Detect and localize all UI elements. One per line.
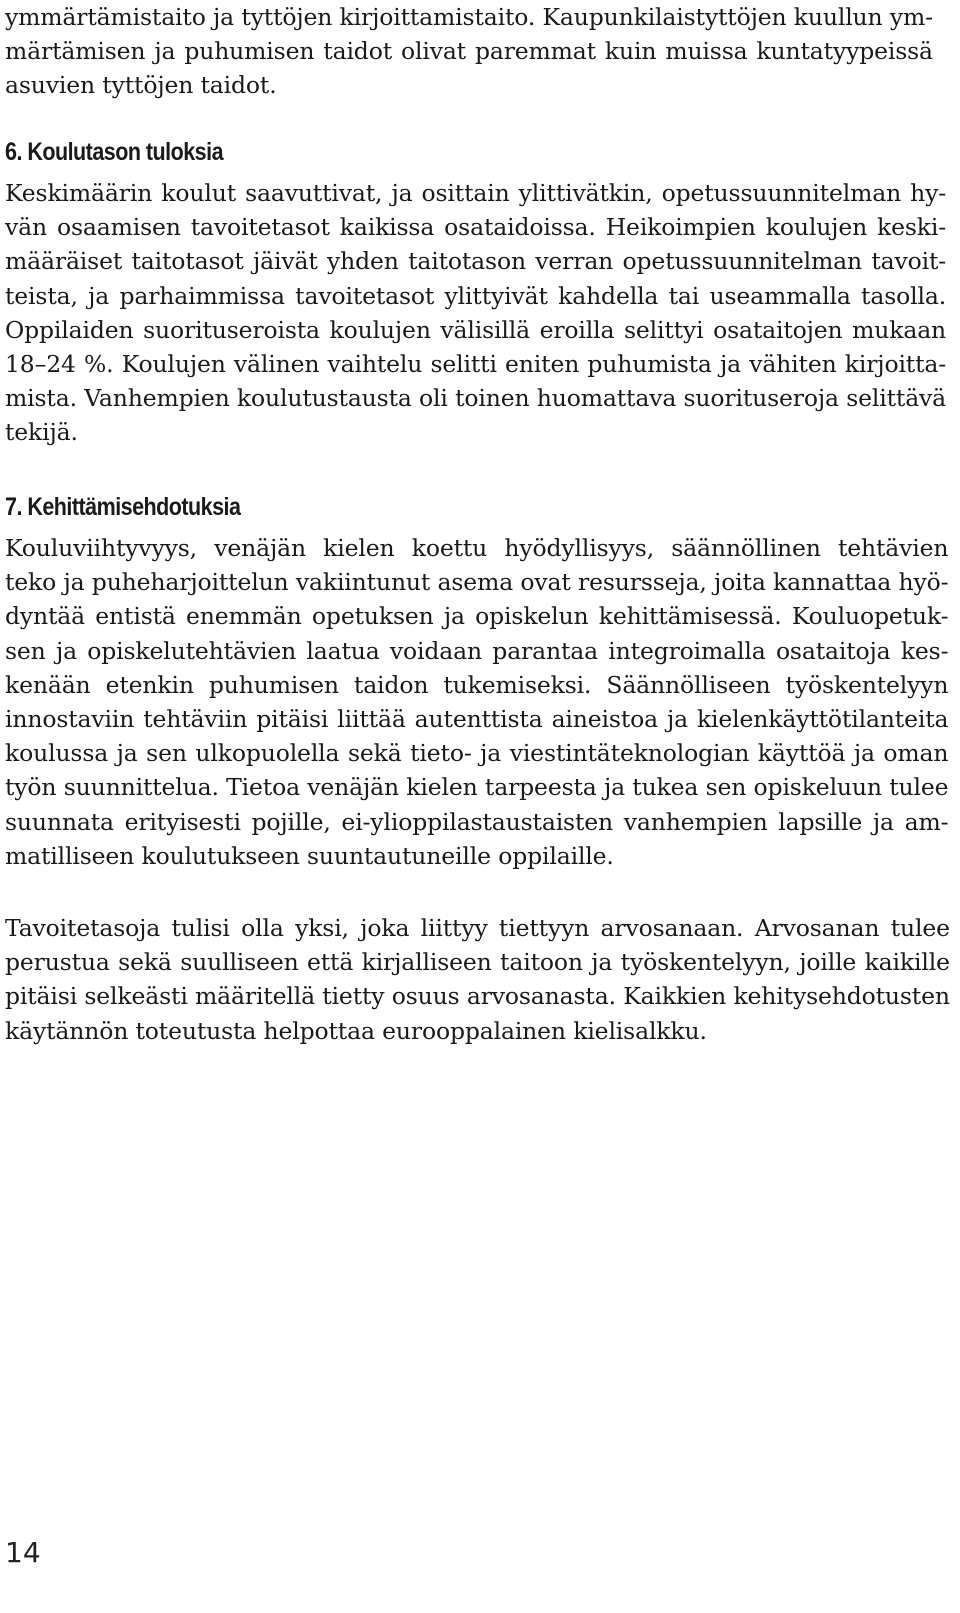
section-6-heading: 6. Koulutason tuloksia: [5, 138, 224, 166]
text-line: asuvien tyttöjen taidot.: [5, 71, 277, 100]
text-line: matilliseen koulutukseen suuntautuneille oppilaille.: [5, 841, 614, 870]
text-line: käytännön toteutusta helpottaa eurooppalainen kielisalkku.: [5, 1016, 707, 1045]
text-line: Keskimäärin koulut saavuttivat, ja osittain ylittivätkin, opetussuunnitelman hy-: [5, 179, 947, 207]
text-line: pitäisi selkeästi määritellä tietty osuus arvosanasta. Kaikkien kehitysehdotusten: [5, 982, 950, 1011]
text-line: työn suunnittelua. Tietoa venäjän kielen tarpeesta ja tukea sen opiskeluun tulee: [5, 773, 949, 802]
text-line: suunnata erityisesti pojille, ei-ylioppilastaustaisten vanhempien lapsille ja am-: [5, 807, 949, 836]
text-line: märtämisen ja puhumisen taidot olivat paremmat kuin muissa kuntatyypeissä: [5, 37, 933, 66]
section-6-paragraph: [5, 176, 946, 450]
text-line: 18–24 %. Koulujen välinen vaihtelu selitti eniten puhumista ja vähiten kirjoitta-: [5, 350, 947, 379]
text-line: teko ja puheharjoittelun vakiintunut asema ovat resursseja, joita kannattaa hyö-: [5, 568, 949, 597]
text-line: Tavoitetasoja tulisi olla yksi, joka liittyy tiettyyn arvosanaan. Arvosanan tulee: [5, 914, 950, 942]
intro-paragraph: [5, 0, 933, 103]
section-7-heading: 7. Kehittämisehdotuksia: [5, 493, 241, 521]
text-line: Kouluviihtyvyys, venäjän kielen koettu hyödyllisyys, säännöllinen tehtävien: [5, 534, 949, 562]
page-number: 14: [5, 1536, 41, 1569]
text-line: perustua sekä suulliseen että kirjalliseen taitoon ja työskentelyyn, joille kaikille: [5, 948, 950, 977]
text-line: innostaviin tehtäviin pitäisi liittää autenttista aineistoa ja kielenkäyttötilanteita: [5, 705, 949, 734]
closing-paragraph: [5, 911, 950, 1048]
text-line: Oppilaiden suorituseroista koulujen välisillä eroilla selittyi osataitojen mukaan: [5, 315, 947, 344]
text-line: tekijä.: [5, 418, 78, 447]
text-line: vän osaamisen tavoitetasot kaikissa osataidoissa. Heikoimpien koulujen keski-: [5, 213, 947, 242]
text-line: teista, ja parhaimmissa tavoitetasot ylittyivät kahdella tai useammalla tasolla.: [5, 281, 947, 310]
text-line: kenään etenkin puhumisen taidon tukemiseksi. Säännölliseen työskentelyyn: [5, 670, 949, 699]
text-line: määräiset taitotasot jäivät yhden taitotason verran opetussuunnitelman tavoit-: [5, 247, 947, 276]
text-line: dyntää entistä enemmän opetuksen ja opiskelun kehittämisessä. Kouluopetuk-: [5, 602, 949, 631]
text-line: sen ja opiskelutehtävien laatua voidaan parantaa integroimalla osataitoja kes-: [5, 636, 949, 665]
text-line: koulussa ja sen ulkopuolella sekä tieto- ja viestintäteknologian käyttöä ja oman: [5, 739, 949, 768]
text-line: ymmärtämistaito ja tyttöjen kirjoittamistaito. Kaupunkilaistyttöjen kuullun ym-: [5, 3, 933, 31]
section-7-paragraph: [5, 531, 948, 873]
text-line: mista. Vanhempien koulutustausta oli toinen huomattava suorituseroja selittävä: [5, 384, 947, 413]
